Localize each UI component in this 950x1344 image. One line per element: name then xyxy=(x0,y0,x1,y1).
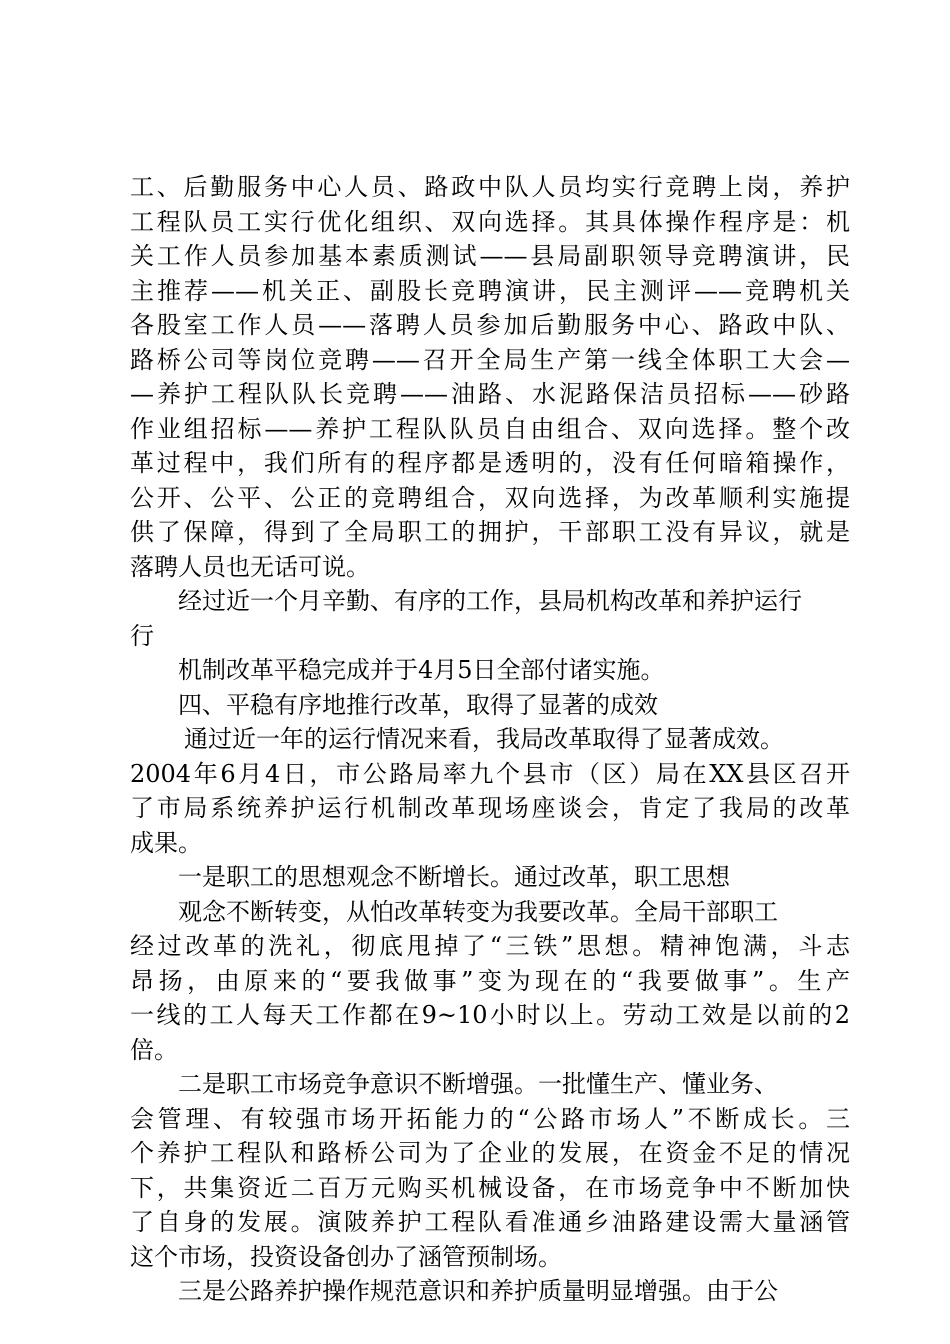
text-line: 主推荐——机关正、副股长竞聘演讲，民主测评——竞聘机关 xyxy=(130,276,850,305)
text-line: 作业组招标——养护工程队队员自由组合、双向选择。整个改 xyxy=(130,414,850,443)
text-line: 落聘人员也无话可说。 xyxy=(130,552,370,581)
text-line: 路桥公司等岗位竞聘——召开全局生产第一线全体职工大会— xyxy=(130,345,850,374)
text-line: 三是公路养护操作规范意识和养护质量明显增强。由于公 xyxy=(178,1277,778,1305)
text-line: 一是职工的思想观念不断增长。通过改革，职工思想 xyxy=(178,863,730,891)
text-line: 供了保障，得到了全局职工的拥护，干部职工没有异议，就是 xyxy=(130,518,850,546)
text-line: 革过程中，我们所有的程序都是透明的，没有任何暗箱操作， xyxy=(130,449,850,477)
text-line: 各股室工作人员——落聘人员参加后勤服务中心、路政中队、 xyxy=(130,311,850,339)
text-line: 通过近一年的运行情况来看，我局改革取得了显著成效。 xyxy=(184,725,784,753)
text-line: 了自身的发展。演陂养护工程队看准通乡油路建设需大量涵管 xyxy=(130,1208,850,1236)
text-line: 经过改革的洗礼，彻底甩掉了“三铁”思想。精神饱满，斗志 xyxy=(130,932,850,960)
section-heading: 四、平稳有序地推行改革，取得了显著的成效 xyxy=(178,690,658,719)
text-line: —养护工程队队长竞聘——油路、水泥路保洁员招标——砂路 xyxy=(130,380,850,408)
text-line: 一线的工人每天工作都在9~10小时以上。劳动工效是以前的2 xyxy=(130,1001,850,1029)
text-line: 工、后勤服务中心人员、路政中队人员均实行竞聘上岗，养护 xyxy=(130,173,850,201)
text-line: 关工作人员参加基本素质测试——县局副职领导竞聘演讲，民 xyxy=(130,242,850,270)
text-line: 二是职工市场竞争意识不断增强。一批懂生产、懂业务、 xyxy=(178,1070,778,1098)
body-text xyxy=(130,170,850,1309)
text-line: 这个市场，投资设备创办了涵管预制场。 xyxy=(130,1242,562,1271)
text-line: 行 xyxy=(130,621,154,650)
text-line: 倍。 xyxy=(130,1035,178,1064)
text-line: 下，共集资近二百万元购买机械设备，在市场竞争中不断加快 xyxy=(130,1173,850,1202)
text-line: 2004年6月4日，市公路局率九个县市（区）局在XX县区召开 xyxy=(130,759,850,788)
text-line: 公开、公平、公正的竞聘组合，双向选择，为改革顺利实施提 xyxy=(130,483,850,512)
text-line: 经过近一个月辛勤、有序的工作，县局机构改革和养护运行 xyxy=(178,587,802,615)
text-line: 了市局系统养护运行机制改革现场座谈会，肯定了我局的改革 xyxy=(130,794,850,822)
text-line: 昂扬，由原来的“要我做事”变为现在的“我要做事”。生产 xyxy=(130,966,850,995)
text-line: 机制改革平稳完成并于4月5日全部付诸实施。 xyxy=(178,656,665,684)
text-line: 会管理、有较强市场开拓能力的“公路市场人”不断成长。三 xyxy=(130,1104,850,1133)
text-line: 成果。 xyxy=(130,828,202,857)
text-line: 工程队员工实行优化组织、双向选择。其具体操作程序是：机 xyxy=(130,207,850,236)
text-line: 个养护工程队和路桥公司为了企业的发展，在资金不足的情况 xyxy=(130,1139,850,1167)
text-line: 观念不断转变，从怕改革转变为我要改革。全局干部职工 xyxy=(178,897,778,926)
